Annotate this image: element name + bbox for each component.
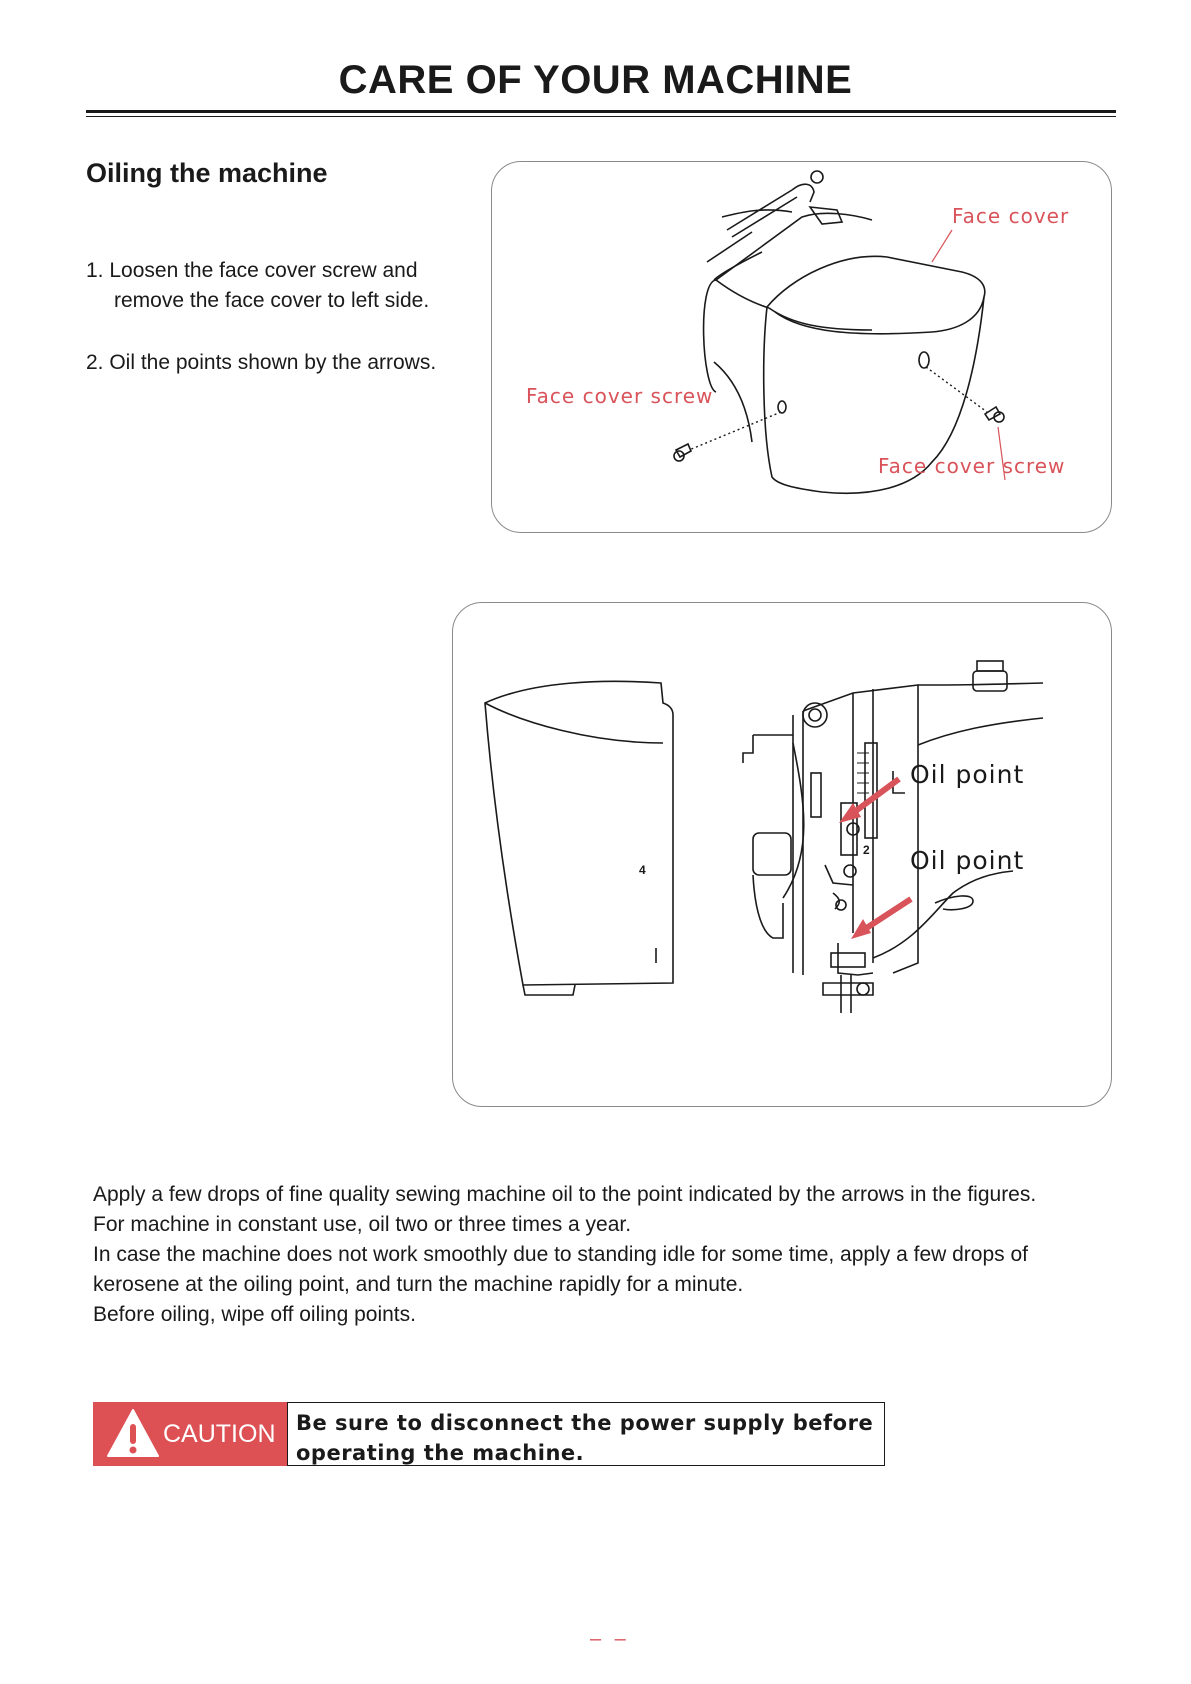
part-marker-2: 2 [863,843,870,857]
caution-line-2: operating the machine. [296,1441,585,1465]
step-1-line-2: remove the face cover to left side. [114,289,430,312]
face-cover-label: Face cover [952,204,1070,228]
page-number: – – [590,1628,630,1650]
instruction-line: Before oiling, wipe off oiling points. [93,1303,416,1326]
step-2 [86,348,436,378]
face-cover-screw-label-right: Face cover screw [878,454,1066,478]
oil-point-label-2: Oil point [910,846,1025,875]
instruction-line: Apply a few drops of fine quality sewing machine oil to the point indicated by the arrows in the figures. [93,1183,1037,1206]
oil-point-label-1: Oil point [910,760,1025,789]
caution-line-1: Be sure to disconnect the power supply before [296,1411,874,1435]
title-rule-thick [86,110,1116,113]
title-rule-thin [86,116,1116,117]
section-heading: Oiling the machine [86,158,328,188]
warning-triangle-icon [105,1406,165,1462]
figure-face-cover-panel [491,161,1112,533]
page-title: CARE OF YOUR MACHINE [338,58,853,102]
instruction-line: kerosene at the oiling point, and turn the machine rapidly for a minute. [93,1273,744,1296]
oiling-instructions [93,1180,1113,1330]
step-1-line-1: 1. Loosen the face cover screw and [86,259,418,282]
part-marker-4: 4 [639,863,646,877]
instruction-line: In case the machine does not work smoothly due to standing idle for some time, apply a few drops of [93,1243,1029,1266]
caution-badge [93,1402,287,1466]
caution-message [296,1408,873,1468]
instruction-line: For machine in constant use, oil two or three times a year. [93,1213,632,1236]
caution-word: CAUTION [163,1420,276,1448]
face-cover-screw-label-left: Face cover screw [526,384,714,408]
figure-oil-points-panel [452,602,1112,1107]
caution-message-box [287,1402,885,1466]
step-1 [86,256,429,316]
step-2-line-1: 2. Oil the points shown by the arrows. [86,351,437,374]
caution-notice [93,1402,885,1466]
